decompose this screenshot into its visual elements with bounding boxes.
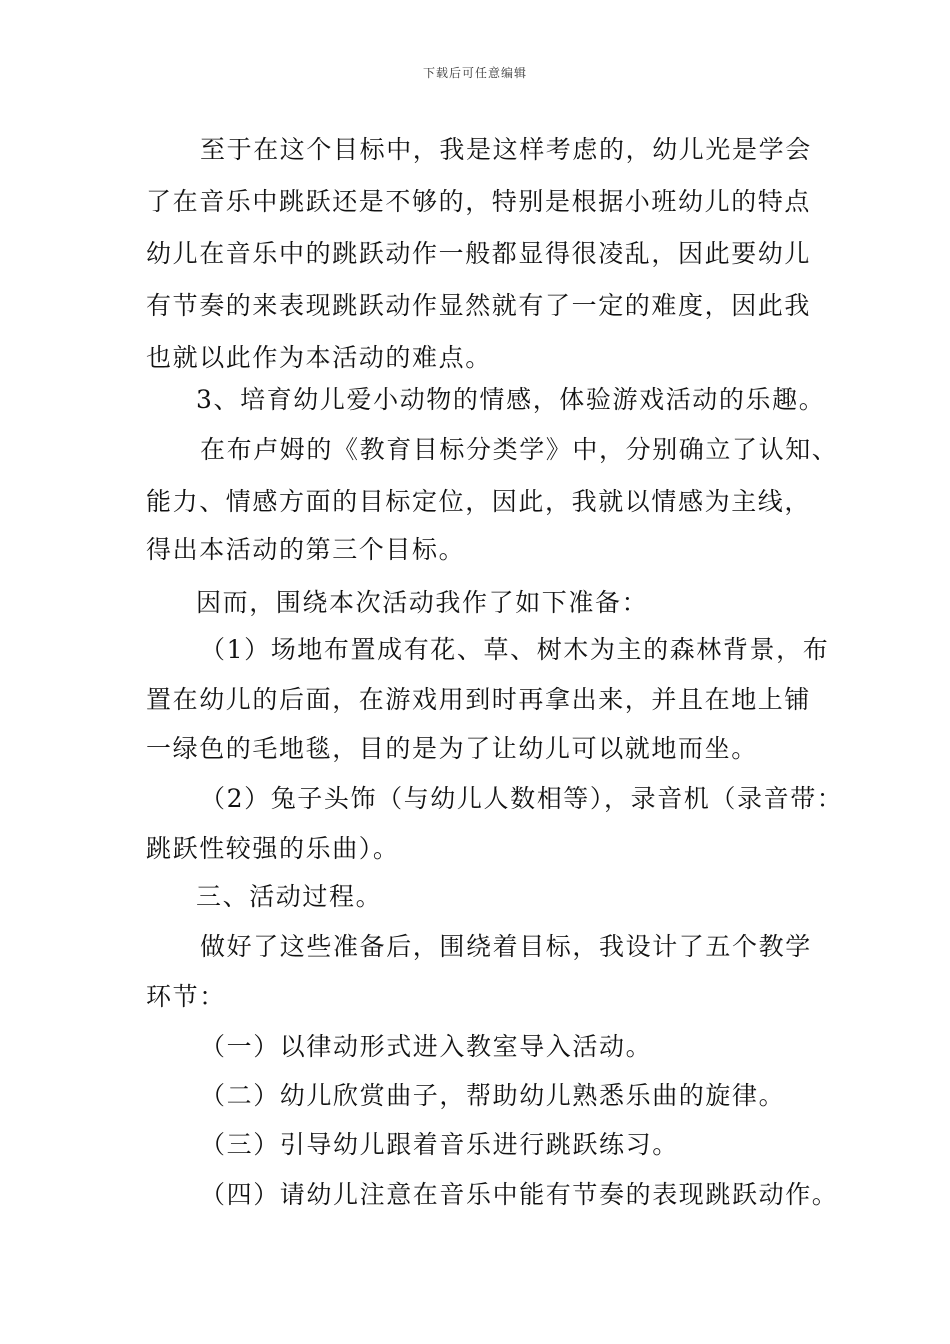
text-line: （1）场地布置成有花、草、树木为主的森林背景，布	[200, 635, 830, 664]
text-line: 了在音乐中跳跃还是不够的，特别是根据小班幼儿的特点	[146, 187, 812, 216]
text-line: 至于在这个目标中，我是这样考虑的，幼儿光是学会	[200, 135, 812, 164]
text-line: （二）幼儿欣赏曲子，帮助幼儿熟悉乐曲的旋律。	[200, 1081, 786, 1110]
text-line: 有节奏的来表现跳跃动作显然就有了一定的难度，因此我	[146, 291, 812, 320]
text-line: 也就以此作为本活动的难点。	[146, 343, 492, 372]
text-line: 得出本活动的第三个目标。	[146, 535, 466, 564]
text-line: 一绿色的毛地毯，目的是为了让幼儿可以就地而坐。	[146, 734, 758, 763]
text-line: （一）以律动形式进入教室导入活动。	[200, 1032, 653, 1061]
text-line: 置在幼儿的后面，在游戏用到时再拿出来，并且在地上铺	[146, 685, 812, 714]
text-line: 因而，围绕本次活动我作了如下准备：	[196, 588, 649, 617]
text-line: 3、培育幼儿爱小动物的情感，体验游戏活动的乐趣。	[196, 385, 826, 414]
text-line: 跳跃性较强的乐曲）。	[146, 834, 400, 863]
text-line: （2）兔子头饰（与幼儿人数相等），录音机（录音带：	[200, 784, 844, 813]
text-line: 在布卢姆的《教育目标分类学》中，分别确立了认知、	[200, 435, 839, 464]
page-header: 下载后可任意编辑	[422, 66, 527, 80]
text-line: 做好了这些准备后，围绕着目标，我设计了五个教学	[200, 932, 812, 961]
text-line: 能力、情感方面的目标定位，因此，我就以情感为主线，	[146, 487, 812, 516]
text-line: （四）请幼儿注意在音乐中能有节奏的表现跳跃动作。	[200, 1180, 839, 1209]
text-line: 幼儿在音乐中的跳跃动作一般都显得很凌乱，因此要幼儿	[146, 239, 812, 268]
text-line: 三、活动过程。	[196, 882, 383, 911]
text-line: （三）引导幼儿跟着音乐进行跳跃练习。	[200, 1130, 679, 1159]
text-line: 环节：	[146, 982, 226, 1011]
